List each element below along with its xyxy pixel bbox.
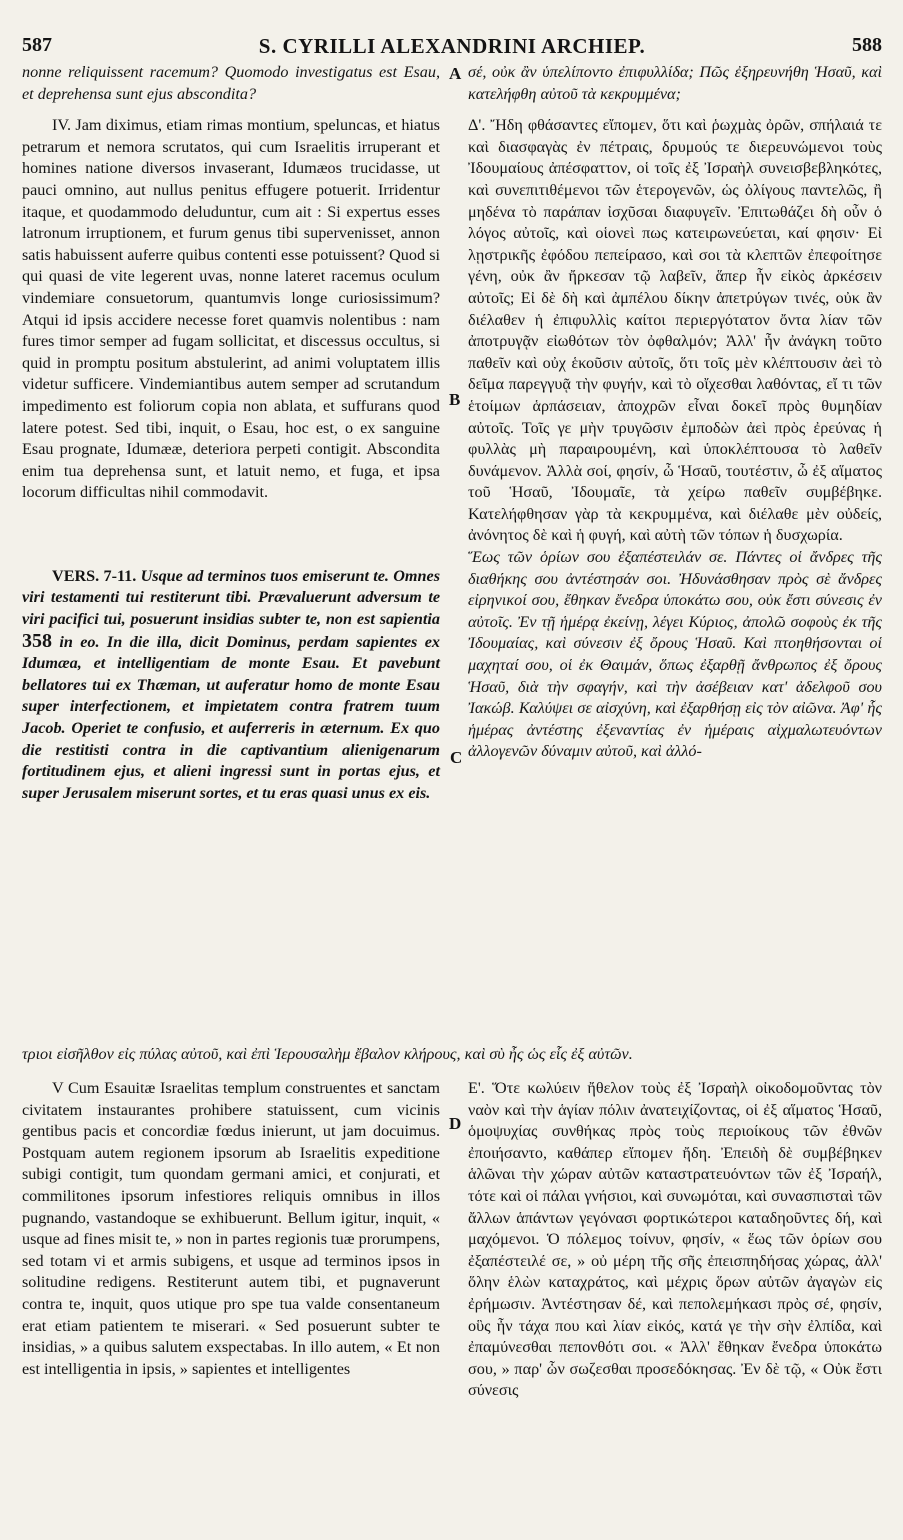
margin-letter-c: C — [450, 748, 463, 767]
greek-verse-block: Ἕως τῶν ὁρίων σου ἐξαπέστειλάν σε. Πάντες οἱ ἄνδρες τῆς διαθήκης σου ἀντέστησάν σοι. Ἠδυνάσθησαν πρὸς σὲ ἄνδρες εἰρηνικοί σου, ἔθηκαν ἔνεδρα ὑποκάτω σου, οὐκ ἔστι σύνεσις ἐν αὐτοῖς. Ἐν τῇ ἡμέρᾳ ἐκείνῃ, λέγει Κύριος, ἀπολῶ σοφοὺς ἐκ τῆς Ἰδουμαίας, καὶ σύνεσιν ἐξ ὄρους Ἡσαῦ. Καὶ πτοηθήσονται οἱ μαχηταί σου, οἱ ἐκ Θαιμάν, ὅπως ἐξαρθῇ ἄνθρωπος ἐξ ὄρους Ἡσαῦ, διὰ τὴν σφαγήν, καὶ τὴν ἀσέβειαν κατ' ἀδελφοῦ σου Ἰακώβ. Καλύψει σε αἰσχύνη, καὶ ἐξαρθήσῃ εἰς τὸν αἰῶνα. Ἀφ' ἧς ἡμέρας ἀντέστης ἐξεναντίας ἐν ἡμέραις αἰχμαλωτευόντων ἀλλογενῶν δύναμιν αὐτοῦ, καὶ ἀλλό- — [468, 548, 882, 761]
margin-column-number: 358 — [22, 629, 52, 652]
verse-text-a: Usque ad terminos tuos emiserunt te. Omnes viri testamenti tui restiterunt tibi. Prævaluerunt adversum te viri pacifici tui, posuerunt insidias subter te, non est sapientia — [22, 566, 440, 629]
greek-paragraph-iv: Δ'. Ἤδη φθάσαντες εἴπομεν, ὅτι καὶ ῥωχμὰς ὀρῶν, σπήλαιά τε καὶ διασφαγὰς ἐν πέτραις, δρυμούς τε διερευνώμενοι τοὺς Ἰδουμαίους ἀπέσφαττον, οἱ τοῖς ἐξ Ἰσραὴλ συνεισβεβληκότες, καὶ συνεπιτιθέμενοι τῶν ἑτερογενῶν, ὡς ὀλίγους παντελῶς, ἢ μηδένα τὸ παράπαν ἰσχῦσαι διαφυγεῖν. Ἐπιτωθάζει δὴ οὖν ὁ λόγος αὐτοῖς, καὶ οἱονεὶ πως κατειρωνεύεται, καί φησιν· Εἰ λῃστρικῆς ἐφόδου πεπείρασο, καὶ σοι τὰ κλεπτῶν ἐπεφοίτησε γένη, οὐκ ἂν ἤρκεσαν τῷ λαβεῖν, ἅπερ ἦν εἰκὸς ἀρκέσειν αὐτοῖς; Εἰ δὲ δὴ καὶ ἀμπέλου δίκην ἀπετρύγων τινές, οὐκ ἂν διέλαθεν ἡ ἐπιφυλλὶς καίτοι περιεργότατον ὄντα λίαν τῶν ἀποτρυγᾷν εἰωθότων τὸν ὀφθαλμόν; Ἀλλ' ἦν ἀνάγκη τοῦτο παθεῖν καὶ οὐχ ἑκοῦσιν αὐτοῖς, ὅτι τοῖς μὲν κλέπτουσιν ἀεὶ τὸ δεῖμα παρεγγυᾷ τὴν φυγήν, καὶ τὸ οἴχεσθαι λαθόντας, εἴ τι τῶν ἑτοίμων ἁρπάσειαν, ἀποχρῶν εἶναι δοκεῖ πρὸς θυμηδίαν αὐτοῖς. Τοῖς γε μὴν τρυγῶσιν ἐμποδὼν ἀεὶ πρὸς ἐρεύνας ἡ φυλλὰς μὴ παραιρουμένη, καὶ ὑποκλέπτουσα τὸ λαθεῖν δυνάμενον. Ἀλλὰ σοί, φησίν, ὦ Ἡσαῦ, τουτέστιν, ὦ ἐξ αἵματος τοῦ Ἡσαῦ, Ἰδουμαῖε, τὰ χείρω παθεῖν συμβέβηκε. Κατελήφθησαν γὰρ τὰ κεκρυμμένα, καὶ διέλαθε μὲν οὐδείς, ἀνόνητος δὲ καὶ ἡ φυγή, καὶ αὐτὴ τῶν τόπων ἡ δυσχωρία. — [468, 116, 882, 545]
latin-paragraph-v: V Cum Esauitæ Israelitas templum construentes et sanctam civitatem instaurantes prohibere statuissent, cum vicinis gentibus pacis et concordiæ fœdus inierunt, ut jam docuimus. Postquam autem regionem ipsorum ab Israelitis expeditione subigi contigit, tum quondam germani amici, et conjurati, et commilitones ipsorum infestiores reliquis omnibus in illos pugnando, vastandoque se exhibuerunt. Bellum igitur, inquit, « usque ad fines misit te, » non in partes regionis tuæ prorumpens, sed totam vi et armis subigens, et usque ad terminos ipsos in solitudine redigens. Restiterunt autem tibi, et pugnaverunt contra te, inquit, quos utique pro spe tua valde consentaneum erat etiam patientem te miserari. « Sed posuerunt subter te insidias, » a quibus salutem exspectabas. In illo autem, « Et non est intelligentia in ipsis, » sapientes et intelligentes — [22, 1079, 440, 1378]
page-header — [22, 28, 882, 58]
margin-letter-d: D — [449, 1114, 462, 1133]
greek-intro: σέ, οὐκ ἂν ὑπελίποντο ἐπιφυλλίδα; Πῶς ἐξηρευνήθη Ἡσαῦ, καὶ κατελήφθη αὐτοῦ τὰ κεκρυμμένα; — [468, 63, 882, 103]
greek-verse-continuation: τριοι εἰσῆλθον εἰς πύλας αὐτοῦ, καὶ ἐπὶ Ἱερουσαλὴμ ἔβαλον κλήρους, καὶ σὺ ἦς ὡς εἷς ἐξ αὐτῶν. — [22, 1045, 633, 1064]
verse-label: VERS. 7-11. — [52, 566, 137, 585]
margin-letter-b: B — [449, 390, 461, 409]
greek-paragraph-v: Ε'. Ὅτε κωλύειν ἤθελον τοὺς ἐξ Ἰσραὴλ οἰκοδομοῦντας τὸν ναὸν καὶ τὴν ἁγίαν πόλιν ἀνατειχίζοντας, οἱ ἐξ αἵματος Ἡσαῦ, ὁμοψυχίας συνθήκας πρὸς τοὺς περιοίκους τῶν ἐθνῶν ἐποιήσαντο, καθάπερ εἴπομεν ἤδη. Ἐπειδὴ δὲ συμβέβηκεν ἁλῶναι τὴν χώραν αὐτῶν καταστρατευόντων τῶν ἐξ Ἰσραήλ, τότε καὶ οἱ πάλαι γνήσιοι, καὶ συνωμόται, καὶ συνασπισταὶ τῶν ἄλλων ἁπάντων γεγόνασι φορτικώτεροι καταδηοῦντες δή, καὶ μαχόμενοι. Ὁ πόλεμος τοίνυν, φησίν, « ἕως τῶν ὁρίων σου ἐξαπέστειλέ σε, » οὐ μέρη τῆς σῆς ἐπεισπηδήσας χώρας, ἀλλ' ὅλην ἑλὼν καταχράτος, καὶ μέχρις ὅρων αὐτῶν ἀγαγὼν εἰς ἐρήμωσιν. Ἀντέστησαν δέ, καὶ πεπολεμήκασι πρὸς σέ, φησίν, οὓς ἦν τάχα που καὶ λίαν εἰκός, κατά γε τὴν σὴν ἐλπίδα, καὶ ἐπαμύνεσθαι πεπονθότι σοι. « Ἀλλ' ἔθηκαν ἔνεδρα ὑποκάτω σου, » παρ' ὧν σωζεσθαι προσεδόκησας. Ἐν δὲ τῷ, « Οὐκ ἔστι σύνεσις — [468, 1079, 882, 1400]
greek-column-top — [468, 62, 882, 763]
latin-verse-block — [22, 566, 440, 805]
latin-column-top — [22, 62, 440, 804]
verse-text-b: in eo. In die illa, dicit Dominus, perdam sapientes ex Idumæa, et intelligentiam de monte Esau. Et pavebunt bellatores tui ex Thæman, ut auferatur homo de monte Esau super interfectionem, et impietatem contra fratrem tuum Jacob. Operiet te confusio, et auferreris in æternum. Ex quo die restitisti contra in die captivantium alienigenarum fortitudinem ejus, et alieni ingressi sunt in portas ejus, et super Jerusalem miserunt sortes, et tu eras quasi unus ex eis. — [22, 632, 441, 802]
latin-intro: nonne reliquissent racemum? Quomodo investigatus est Esau, et deprehensa sunt ejus abscondita? — [22, 63, 440, 103]
latin-column-bottom — [22, 1078, 440, 1380]
running-title: S. CYRILLI ALEXANDRINI ARCHIEP. — [258, 34, 646, 58]
margin-letter-a: A — [449, 64, 462, 83]
greek-column-bottom — [468, 1078, 882, 1402]
page — [22, 28, 882, 1518]
latin-paragraph-iv: IV. Jam diximus, etiam rimas montium, speluncas, et hiatus petrarum et nemora scrutatos, qui cum Israelitis irruperant et homines natione diversos invaserant, Idumæos trucidasse, ut pauci omnino, aut nullus penitus effugere potuerit. Irridentur itaque, et quodammodo deluduntur, cum ait : Si expertus esses latronum irruptionem, et furum genus tibi supervenisset, annon satis habuissent auferre quibus contenti esse potuissent? Quod si qui quasi de vite legerent uvas, nonne lateret racemus oculum vindemiare consuetorum, quantumvis longe curiosissimum? Atqui id ipsis accidere necesse foret quamvis nolentibus : nam fures timor semper ad fugam sollicitat, et discessus occultus, si quid in promptu positum abstulerint, ad animi voluptatem illis videtur sufficere. Vindemiantibus autem semper ad scrutandum impedimento est foliorum copia non ablata, et suffurans quod latere potest. Sed tibi, inquit, o Esau, hoc est, o ex sanguine Esau prognate, Idumææ, deteriora perpeti contigit. Abscondita enim tua deprehensa sunt, et latuit nemo, et fuga, et ipsa locorum difficultas nihil commodavit. — [22, 116, 440, 502]
page-number-right: 588 — [852, 34, 882, 56]
page-number-left: 587 — [22, 34, 52, 56]
